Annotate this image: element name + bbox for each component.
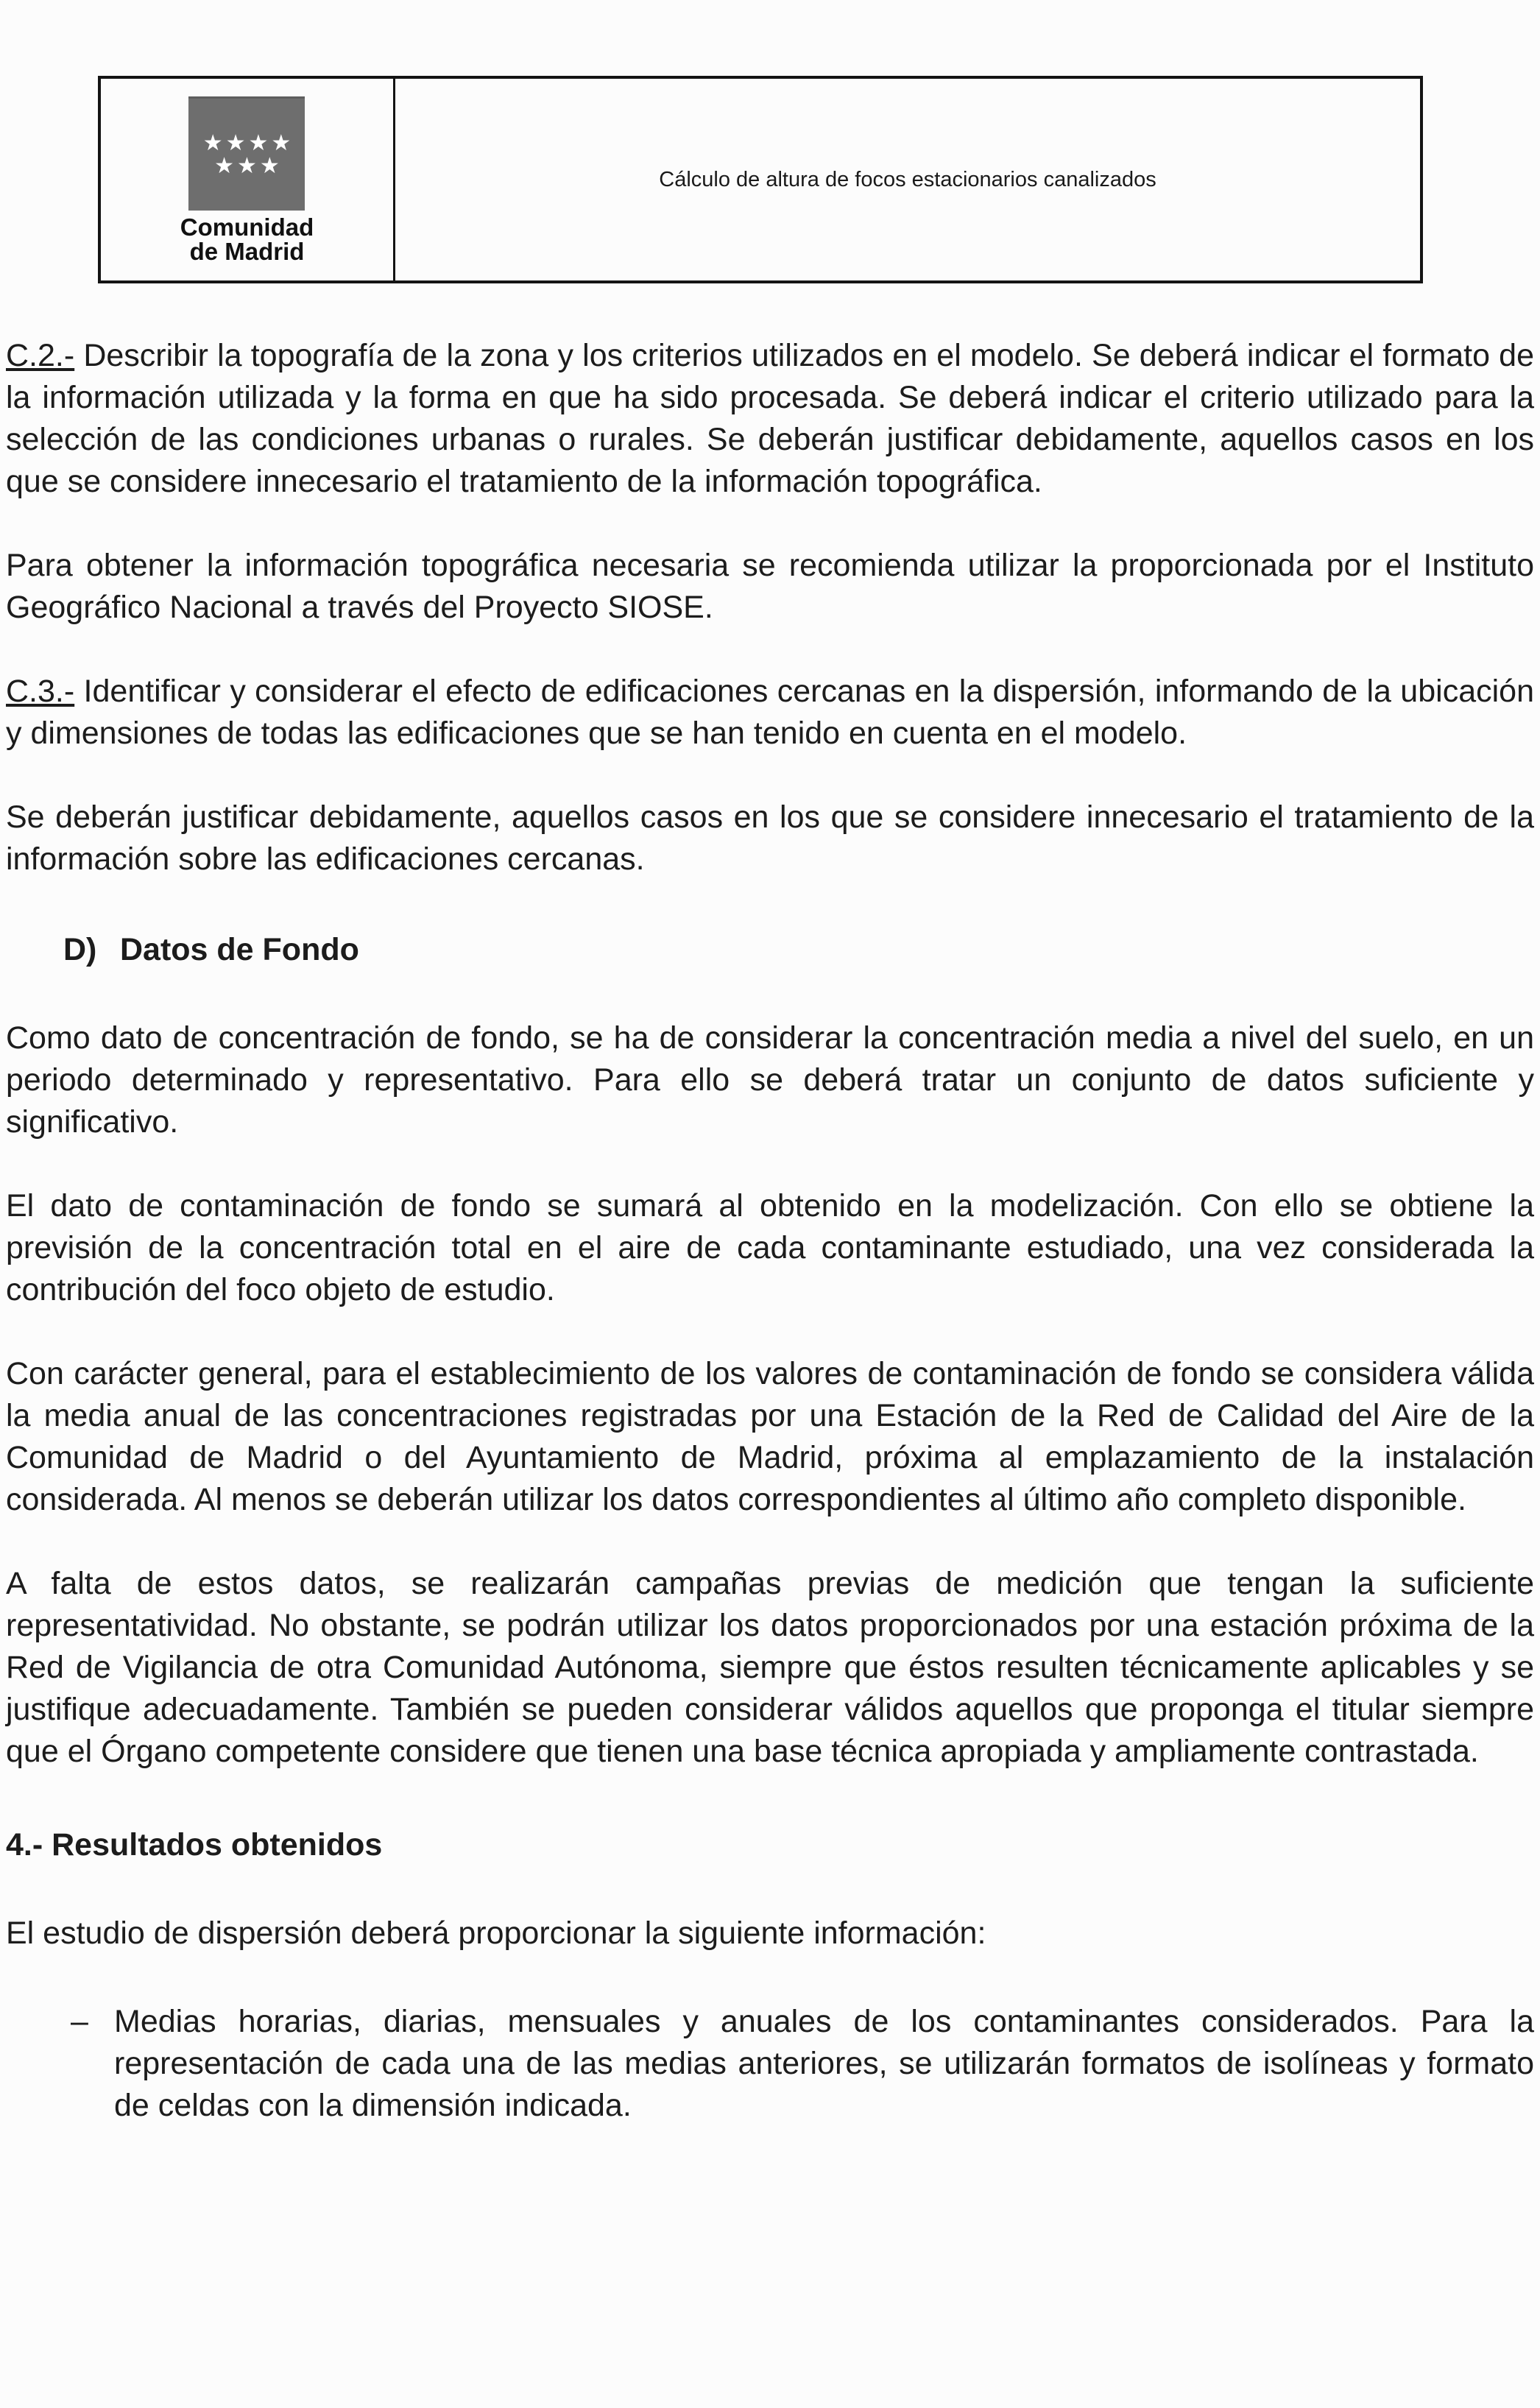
paragraph-justificacion: Se deberán justificar debidamente, aquellos casos en los que se considere innecesario el tratamiento de la información sobre las edificaciones cercanas. <box>6 799 1534 877</box>
logo-org-name-line1: Comunidad <box>180 213 314 241</box>
heading-d-label: D) <box>63 932 97 967</box>
document-header-box <box>98 76 1423 283</box>
paragraph-c2 <box>6 335 1534 503</box>
header-title-cell <box>395 79 1420 280</box>
heading-d-text: Datos de Fondo <box>120 932 359 967</box>
paragraph-fondo-1: Como dato de concentración de fondo, se ha de considerar la concentración media a nivel del suelo, en un periodo determinado y representativo. Para ello se deberá tratar un conjunto de datos suficiente y significativo. <box>6 1020 1534 1140</box>
paragraph-c2-text: Describir la topografía de la zona y los criterios utilizados en el modelo. Se deberá indicar el formato de la información utilizada y la forma en que ha sido procesada. Se deberá indicar el criterio utilizado para la selección de las condiciones urbanas o rurales. Se deberán justificar debidamente, aquellos casos en los que se considere innecesario el tratamiento de la información topográfica. <box>6 338 1534 499</box>
heading-resultados-obtenidos: 4.- Resultados obtenidos <box>6 1827 383 1863</box>
paragraph-fondo-4: A falta de estos datos, se realizarán campañas previas de medición que tengan la suficiente representatividad. No obstante, se podrán utilizar los datos proporcionados por una estación próxima de la Red de Vigilancia de otra Comunidad Autónoma, siempre que éstos resulten técnicamente aplicables y se justifique adecuadamente. También se pueden considerar válidos aquellos que proponga el titular siempre que el Órgano competente considere que tienen una base técnica apropiada y ampliamente contrastada. <box>6 1566 1534 1769</box>
document-body <box>6 335 1534 2127</box>
logo-org-name <box>180 215 314 264</box>
flag-stars-row-bottom: ★★★ <box>214 152 283 179</box>
header-logo-cell <box>101 79 395 280</box>
comunidad-de-madrid-logo <box>180 96 314 264</box>
heading-datos-de-fondo <box>6 929 1534 971</box>
logo-org-name-line2: de Madrid <box>189 237 305 265</box>
list-item-medias <box>6 2001 1534 2127</box>
paragraph-c3-text: Identificar y considerar el efecto de edificaciones cercanas en la dispersión, informando de la ubicación y dimensiones de todas las edificaciones que se han tenido en cuenta en el modelo. <box>6 674 1534 751</box>
clause-label-c3: C.3.- <box>6 674 75 709</box>
paragraph-topografia: Para obtener la información topográfica necesaria se recomienda utilizar la proporcionada por el Instituto Geográfico Nacional a través del Proyecto SIOSE. <box>6 548 1534 625</box>
clause-label-c2: C.2.- <box>6 338 75 373</box>
flag-stars-row-top: ★★★★ <box>202 130 294 156</box>
paragraph-estudio: El estudio de dispersión deberá proporcionar la siguiente información: <box>6 1916 986 1951</box>
dash-bullet-icon: – <box>71 2004 88 2039</box>
paragraph-fondo-2: El dato de contaminación de fondo se sumará al obtenido en la modelización. Con ello se obtiene la previsión de la concentración total en el aire de cada contaminante estudiado, una vez considerada la contribución del foco objeto de estudio. <box>6 1188 1534 1307</box>
list-item-medias-text: Medias horarias, diarias, mensuales y anuales de los contaminantes considerados. Para la representación de cada una de las medias anteriores, se utilizarán formatos de isolíneas y formato de celdas con la dimensión indicada. <box>114 2004 1534 2123</box>
madrid-flag-icon <box>188 96 305 211</box>
paragraph-c3 <box>6 671 1534 755</box>
paragraph-fondo-3: Con carácter general, para el establecimiento de los valores de contaminación de fondo se considera válida la media anual de las concentraciones registradas por una Estación de la Red de Calidad del Aire de la Comunidad de Madrid o del Ayuntamiento de Madrid, próxima al emplazamiento de la instalación considerada. Al menos se deberán utilizar los datos correspondientes al último año completo disponible. <box>6 1356 1534 1517</box>
document-title: Cálculo de altura de focos estacionarios canalizados <box>659 167 1156 191</box>
